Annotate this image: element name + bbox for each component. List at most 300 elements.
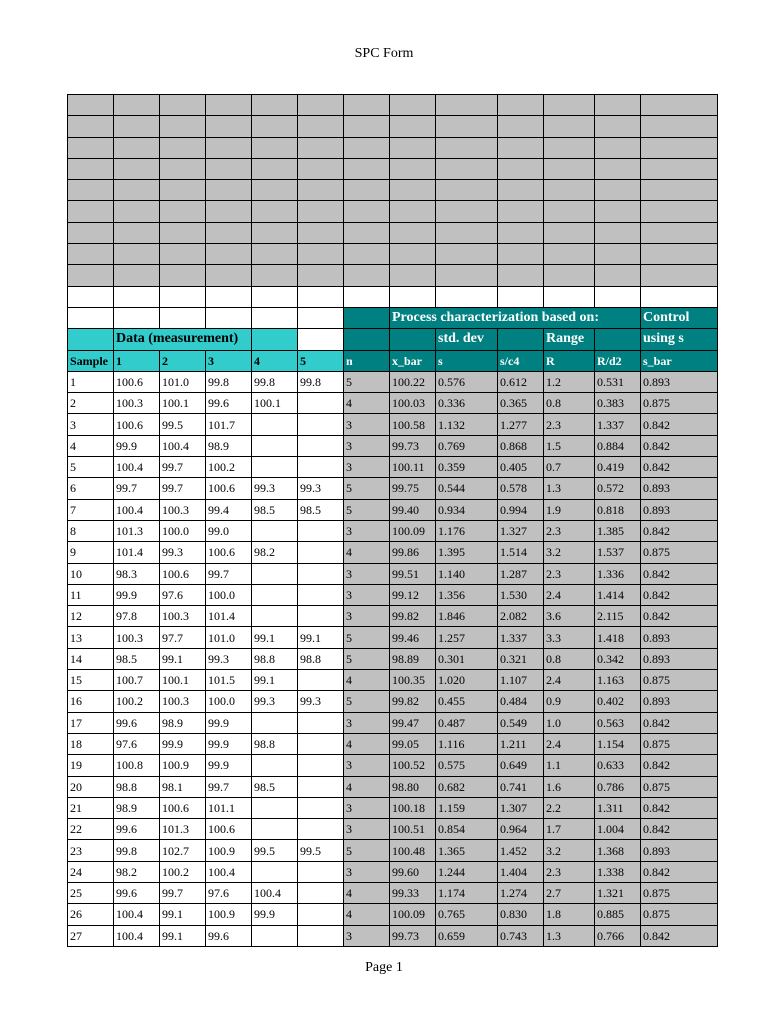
cell-n[interactable]: 3 xyxy=(344,819,390,840)
cell-x-bar[interactable]: 100.35 xyxy=(390,670,436,691)
cell-r[interactable]: 1.1 xyxy=(544,755,595,776)
cell-3[interactable]: 99.7 xyxy=(206,776,252,797)
cell-3[interactable]: 99.9 xyxy=(206,712,252,733)
cell-5[interactable] xyxy=(298,520,344,541)
cell-s[interactable]: 0.544 xyxy=(436,478,498,499)
cell[interactable] xyxy=(390,329,436,350)
cell-1[interactable]: 99.6 xyxy=(114,819,160,840)
cell[interactable] xyxy=(160,158,206,179)
cell-r-d2[interactable]: 0.572 xyxy=(595,478,641,499)
cell-r-d2[interactable]: 0.884 xyxy=(595,435,641,456)
cell[interactable] xyxy=(252,137,298,158)
cell-1[interactable]: 99.8 xyxy=(114,840,160,861)
cell-r-d2[interactable]: 0.383 xyxy=(595,393,641,414)
cell[interactable] xyxy=(160,307,206,328)
cell[interactable] xyxy=(436,286,498,307)
cell-1[interactable]: 98.9 xyxy=(114,797,160,818)
cell-n[interactable]: 3 xyxy=(344,797,390,818)
cell[interactable] xyxy=(114,137,160,158)
cell-s-c4[interactable]: 2.082 xyxy=(498,606,544,627)
cell-sample[interactable]: 18 xyxy=(68,733,114,754)
cell-2[interactable]: 100.1 xyxy=(160,393,206,414)
cell-s-c4[interactable]: 0.964 xyxy=(498,819,544,840)
cell-5[interactable] xyxy=(298,414,344,435)
cell[interactable] xyxy=(436,116,498,137)
cell-n[interactable]: 4 xyxy=(344,393,390,414)
cell-sample[interactable]: 6 xyxy=(68,478,114,499)
cell-s[interactable]: 0.336 xyxy=(436,393,498,414)
cell-r-d2[interactable]: 0.419 xyxy=(595,457,641,478)
cell[interactable] xyxy=(206,158,252,179)
cell-r-d2[interactable]: 1.537 xyxy=(595,542,641,563)
cell-s[interactable]: 1.395 xyxy=(436,542,498,563)
cell-2[interactable]: 102.7 xyxy=(160,840,206,861)
cell-4[interactable]: 99.8 xyxy=(252,371,298,392)
cell-4[interactable] xyxy=(252,584,298,605)
cell-2[interactable]: 98.9 xyxy=(160,712,206,733)
cell-4[interactable]: 98.5 xyxy=(252,499,298,520)
cell-s-c4[interactable]: 1.452 xyxy=(498,840,544,861)
cell[interactable] xyxy=(390,286,436,307)
cell-r[interactable]: 2.3 xyxy=(544,563,595,584)
cell[interactable] xyxy=(595,95,641,116)
cell-s-c4[interactable]: 1.514 xyxy=(498,542,544,563)
cell-s[interactable]: 1.257 xyxy=(436,627,498,648)
cell-4[interactable] xyxy=(252,861,298,882)
cell-4[interactable]: 99.1 xyxy=(252,627,298,648)
cell-x-bar[interactable]: 100.09 xyxy=(390,520,436,541)
cell-s[interactable]: 1.176 xyxy=(436,520,498,541)
cell-s[interactable]: 1.159 xyxy=(436,797,498,818)
cell-3[interactable]: 101.0 xyxy=(206,627,252,648)
cell-5[interactable] xyxy=(298,670,344,691)
cell[interactable] xyxy=(206,137,252,158)
cell-n[interactable]: 3 xyxy=(344,457,390,478)
cell[interactable] xyxy=(544,286,595,307)
cell[interactable] xyxy=(344,244,390,265)
cell-1[interactable]: 97.6 xyxy=(114,733,160,754)
cell-5[interactable]: 99.5 xyxy=(298,840,344,861)
cell-r[interactable]: 2.3 xyxy=(544,520,595,541)
cell-x-bar[interactable]: 99.47 xyxy=(390,712,436,733)
cell-sample[interactable]: 12 xyxy=(68,606,114,627)
cell[interactable] xyxy=(160,116,206,137)
cell-2[interactable]: 97.7 xyxy=(160,627,206,648)
cell-1[interactable]: 97.8 xyxy=(114,606,160,627)
cell-x-bar[interactable]: 99.82 xyxy=(390,691,436,712)
cell-s-bar[interactable]: 0.842 xyxy=(641,457,718,478)
cell-s[interactable]: 1.846 xyxy=(436,606,498,627)
cell-2[interactable]: 100.9 xyxy=(160,755,206,776)
cell-5[interactable] xyxy=(298,904,344,925)
cell[interactable] xyxy=(68,158,114,179)
cell-r-d2[interactable]: 1.163 xyxy=(595,670,641,691)
cell[interactable] xyxy=(252,95,298,116)
cell-3[interactable]: 101.5 xyxy=(206,670,252,691)
cell[interactable] xyxy=(595,329,641,350)
cell[interactable] xyxy=(390,244,436,265)
cell-sample[interactable]: 21 xyxy=(68,797,114,818)
cell-s-bar[interactable]: 0.893 xyxy=(641,691,718,712)
cell[interactable] xyxy=(344,329,390,350)
cell-4[interactable] xyxy=(252,520,298,541)
cell-r-d2[interactable]: 0.563 xyxy=(595,712,641,733)
cell[interactable] xyxy=(206,244,252,265)
cell-x-bar[interactable]: 99.86 xyxy=(390,542,436,563)
cell[interactable] xyxy=(595,222,641,243)
cell-n[interactable]: 4 xyxy=(344,733,390,754)
cell[interactable] xyxy=(498,244,544,265)
cell-r[interactable]: 0.7 xyxy=(544,457,595,478)
cell-5[interactable]: 99.1 xyxy=(298,627,344,648)
cell-5[interactable] xyxy=(298,457,344,478)
cell[interactable] xyxy=(160,180,206,201)
cell-s-c4[interactable]: 0.743 xyxy=(498,925,544,946)
cell-s[interactable]: 0.934 xyxy=(436,499,498,520)
cell-x-bar[interactable]: 99.73 xyxy=(390,925,436,946)
cell[interactable] xyxy=(544,180,595,201)
cell[interactable] xyxy=(160,95,206,116)
cell[interactable] xyxy=(68,222,114,243)
cell-n[interactable]: 3 xyxy=(344,925,390,946)
cell-sample[interactable]: 15 xyxy=(68,670,114,691)
cell-1[interactable]: 99.9 xyxy=(114,584,160,605)
cell-4[interactable]: 99.3 xyxy=(252,691,298,712)
cell[interactable] xyxy=(252,329,298,350)
cell-1[interactable]: 100.4 xyxy=(114,457,160,478)
cell-s[interactable]: 1.116 xyxy=(436,733,498,754)
cell-r[interactable]: 2.4 xyxy=(544,670,595,691)
cell-sample[interactable]: 26 xyxy=(68,904,114,925)
cell-r[interactable]: 0.8 xyxy=(544,648,595,669)
cell[interactable] xyxy=(252,265,298,286)
cell-r-d2[interactable]: 1.311 xyxy=(595,797,641,818)
cell-r-d2[interactable]: 1.337 xyxy=(595,414,641,435)
cell-1[interactable]: 100.6 xyxy=(114,414,160,435)
cell-r-d2[interactable]: 1.321 xyxy=(595,882,641,903)
cell[interactable] xyxy=(498,265,544,286)
cell-4[interactable]: 99.1 xyxy=(252,670,298,691)
cell-x-bar[interactable]: 98.80 xyxy=(390,776,436,797)
cell-s[interactable]: 1.365 xyxy=(436,840,498,861)
cell-2[interactable]: 98.1 xyxy=(160,776,206,797)
cell[interactable] xyxy=(595,137,641,158)
cell-s-bar[interactable]: 0.893 xyxy=(641,499,718,520)
cell-3[interactable]: 99.9 xyxy=(206,733,252,754)
cell-1[interactable]: 98.2 xyxy=(114,861,160,882)
cell-5[interactable] xyxy=(298,755,344,776)
cell[interactable] xyxy=(544,95,595,116)
cell[interactable] xyxy=(344,222,390,243)
cell-r-d2[interactable]: 1.368 xyxy=(595,840,641,861)
cell[interactable] xyxy=(298,222,344,243)
cell-s[interactable]: 1.132 xyxy=(436,414,498,435)
cell[interactable] xyxy=(641,244,718,265)
cell[interactable] xyxy=(344,201,390,222)
cell[interactable] xyxy=(641,222,718,243)
cell[interactable] xyxy=(68,116,114,137)
cell[interactable] xyxy=(160,222,206,243)
cell[interactable] xyxy=(68,307,114,328)
cell-x-bar[interactable]: 100.22 xyxy=(390,371,436,392)
cell-s-bar[interactable]: 0.842 xyxy=(641,414,718,435)
cell[interactable] xyxy=(68,95,114,116)
cell[interactable] xyxy=(595,201,641,222)
cell[interactable] xyxy=(544,222,595,243)
cell[interactable] xyxy=(595,265,641,286)
cell-s[interactable]: 0.487 xyxy=(436,712,498,733)
cell-4[interactable]: 98.2 xyxy=(252,542,298,563)
cell-3[interactable]: 100.6 xyxy=(206,542,252,563)
cell-x-bar[interactable]: 100.52 xyxy=(390,755,436,776)
cell-sample[interactable]: 2 xyxy=(68,393,114,414)
cell-s-bar[interactable]: 0.842 xyxy=(641,861,718,882)
cell-5[interactable]: 98.5 xyxy=(298,499,344,520)
cell-s-c4[interactable]: 1.327 xyxy=(498,520,544,541)
cell-3[interactable]: 100.0 xyxy=(206,584,252,605)
cell-n[interactable]: 4 xyxy=(344,776,390,797)
cell-4[interactable]: 98.8 xyxy=(252,733,298,754)
cell-n[interactable]: 4 xyxy=(344,670,390,691)
cell-s[interactable]: 0.575 xyxy=(436,755,498,776)
cell[interactable] xyxy=(252,222,298,243)
cell-1[interactable]: 101.4 xyxy=(114,542,160,563)
cell-2[interactable]: 99.3 xyxy=(160,542,206,563)
cell[interactable] xyxy=(544,201,595,222)
cell[interactable] xyxy=(252,116,298,137)
cell-s[interactable]: 0.301 xyxy=(436,648,498,669)
cell-s-bar[interactable]: 0.875 xyxy=(641,542,718,563)
cell[interactable] xyxy=(68,329,114,350)
cell-s[interactable]: 0.854 xyxy=(436,819,498,840)
cell[interactable] xyxy=(498,95,544,116)
cell-sample[interactable]: 22 xyxy=(68,819,114,840)
cell-s-c4[interactable]: 1.530 xyxy=(498,584,544,605)
cell-sample[interactable]: 20 xyxy=(68,776,114,797)
cell-5[interactable]: 99.3 xyxy=(298,478,344,499)
cell-3[interactable]: 98.9 xyxy=(206,435,252,456)
cell-s-bar[interactable]: 0.842 xyxy=(641,819,718,840)
cell-r-d2[interactable]: 0.342 xyxy=(595,648,641,669)
cell[interactable] xyxy=(436,95,498,116)
cell-s[interactable]: 0.765 xyxy=(436,904,498,925)
cell-sample[interactable]: 7 xyxy=(68,499,114,520)
cell-s-bar[interactable]: 0.893 xyxy=(641,627,718,648)
cell[interactable] xyxy=(298,329,344,350)
cell-s[interactable]: 0.576 xyxy=(436,371,498,392)
cell-1[interactable]: 100.2 xyxy=(114,691,160,712)
cell-s-bar[interactable]: 0.875 xyxy=(641,882,718,903)
cell[interactable] xyxy=(114,201,160,222)
cell[interactable] xyxy=(641,137,718,158)
cell-s-c4[interactable]: 0.994 xyxy=(498,499,544,520)
cell-s-bar[interactable]: 0.875 xyxy=(641,776,718,797)
cell-3[interactable]: 100.4 xyxy=(206,861,252,882)
cell[interactable] xyxy=(344,286,390,307)
cell-n[interactable]: 5 xyxy=(344,371,390,392)
cell-r-d2[interactable]: 0.531 xyxy=(595,371,641,392)
cell-5[interactable] xyxy=(298,542,344,563)
cell-3[interactable]: 100.6 xyxy=(206,819,252,840)
cell-s-bar[interactable]: 0.875 xyxy=(641,670,718,691)
cell[interactable] xyxy=(298,286,344,307)
cell[interactable] xyxy=(436,222,498,243)
cell[interactable] xyxy=(298,244,344,265)
cell-x-bar[interactable]: 99.12 xyxy=(390,584,436,605)
cell-2[interactable]: 99.7 xyxy=(160,478,206,499)
cell-n[interactable]: 3 xyxy=(344,435,390,456)
cell-2[interactable]: 101.3 xyxy=(160,819,206,840)
cell-n[interactable]: 5 xyxy=(344,627,390,648)
cell-r[interactable]: 1.9 xyxy=(544,499,595,520)
cell-3[interactable]: 100.9 xyxy=(206,840,252,861)
cell-s[interactable]: 1.244 xyxy=(436,861,498,882)
cell[interactable] xyxy=(498,201,544,222)
cell-s[interactable]: 1.020 xyxy=(436,670,498,691)
cell-x-bar[interactable]: 100.18 xyxy=(390,797,436,818)
cell-1[interactable]: 100.4 xyxy=(114,499,160,520)
cell[interactable] xyxy=(160,201,206,222)
cell[interactable] xyxy=(595,286,641,307)
cell-s-c4[interactable]: 1.337 xyxy=(498,627,544,648)
cell-r[interactable]: 1.2 xyxy=(544,371,595,392)
cell[interactable] xyxy=(641,265,718,286)
cell-s-bar[interactable]: 0.875 xyxy=(641,393,718,414)
cell[interactable] xyxy=(206,180,252,201)
cell-r-d2[interactable]: 1.418 xyxy=(595,627,641,648)
cell-2[interactable]: 100.6 xyxy=(160,797,206,818)
cell[interactable] xyxy=(68,201,114,222)
cell-r[interactable]: 1.3 xyxy=(544,925,595,946)
cell-4[interactable] xyxy=(252,435,298,456)
cell-4[interactable] xyxy=(252,563,298,584)
cell-3[interactable]: 100.0 xyxy=(206,691,252,712)
cell[interactable] xyxy=(114,158,160,179)
cell[interactable] xyxy=(390,158,436,179)
cell[interactable] xyxy=(344,180,390,201)
cell-5[interactable] xyxy=(298,606,344,627)
cell[interactable] xyxy=(390,116,436,137)
cell[interactable] xyxy=(114,180,160,201)
cell-r[interactable]: 0.9 xyxy=(544,691,595,712)
cell-2[interactable]: 99.1 xyxy=(160,648,206,669)
cell[interactable] xyxy=(544,158,595,179)
cell-s-bar[interactable]: 0.842 xyxy=(641,797,718,818)
cell-s-c4[interactable]: 0.868 xyxy=(498,435,544,456)
cell-3[interactable]: 99.0 xyxy=(206,520,252,541)
cell-4[interactable] xyxy=(252,457,298,478)
cell[interactable] xyxy=(436,265,498,286)
cell[interactable] xyxy=(641,116,718,137)
cell[interactable] xyxy=(114,95,160,116)
cell-4[interactable]: 98.5 xyxy=(252,776,298,797)
cell-s[interactable]: 0.359 xyxy=(436,457,498,478)
cell-sample[interactable]: 11 xyxy=(68,584,114,605)
cell-sample[interactable]: 24 xyxy=(68,861,114,882)
cell-sample[interactable]: 9 xyxy=(68,542,114,563)
cell-3[interactable]: 99.4 xyxy=(206,499,252,520)
cell-s-c4[interactable]: 0.578 xyxy=(498,478,544,499)
cell-x-bar[interactable]: 99.46 xyxy=(390,627,436,648)
cell-2[interactable]: 100.2 xyxy=(160,861,206,882)
cell[interactable] xyxy=(68,265,114,286)
cell[interactable] xyxy=(390,265,436,286)
cell[interactable] xyxy=(344,158,390,179)
cell-n[interactable]: 3 xyxy=(344,755,390,776)
cell-s-c4[interactable]: 1.211 xyxy=(498,733,544,754)
cell-n[interactable]: 3 xyxy=(344,861,390,882)
cell[interactable] xyxy=(544,244,595,265)
cell-3[interactable]: 99.7 xyxy=(206,563,252,584)
cell-2[interactable]: 100.0 xyxy=(160,520,206,541)
cell[interactable] xyxy=(252,286,298,307)
cell[interactable] xyxy=(160,244,206,265)
cell-x-bar[interactable]: 99.73 xyxy=(390,435,436,456)
cell[interactable] xyxy=(641,180,718,201)
cell[interactable] xyxy=(160,265,206,286)
cell[interactable] xyxy=(595,180,641,201)
cell-s-c4[interactable]: 1.107 xyxy=(498,670,544,691)
cell-sample[interactable]: 1 xyxy=(68,371,114,392)
cell-4[interactable] xyxy=(252,712,298,733)
cell-n[interactable]: 3 xyxy=(344,606,390,627)
cell-2[interactable]: 100.1 xyxy=(160,670,206,691)
cell-sample[interactable]: 8 xyxy=(68,520,114,541)
cell-s-c4[interactable]: 0.741 xyxy=(498,776,544,797)
cell-4[interactable] xyxy=(252,925,298,946)
cell-4[interactable]: 99.9 xyxy=(252,904,298,925)
cell-s-c4[interactable]: 0.649 xyxy=(498,755,544,776)
cell-x-bar[interactable]: 99.33 xyxy=(390,882,436,903)
cell[interactable] xyxy=(641,158,718,179)
cell-n[interactable]: 4 xyxy=(344,904,390,925)
cell-r[interactable]: 0.8 xyxy=(544,393,595,414)
cell-5[interactable] xyxy=(298,435,344,456)
cell-s-bar[interactable]: 0.893 xyxy=(641,478,718,499)
cell-r-d2[interactable]: 1.338 xyxy=(595,861,641,882)
cell[interactable] xyxy=(498,286,544,307)
cell-1[interactable]: 100.4 xyxy=(114,925,160,946)
cell-s-c4[interactable]: 1.287 xyxy=(498,563,544,584)
cell[interactable] xyxy=(252,180,298,201)
cell-n[interactable]: 5 xyxy=(344,499,390,520)
cell-x-bar[interactable]: 99.75 xyxy=(390,478,436,499)
cell-sample[interactable]: 14 xyxy=(68,648,114,669)
cell-r-d2[interactable]: 1.004 xyxy=(595,819,641,840)
cell[interactable] xyxy=(641,286,718,307)
cell-s-bar[interactable]: 0.893 xyxy=(641,371,718,392)
cell[interactable] xyxy=(498,158,544,179)
cell[interactable] xyxy=(206,201,252,222)
cell[interactable] xyxy=(252,201,298,222)
cell[interactable] xyxy=(498,180,544,201)
cell-s-c4[interactable]: 0.549 xyxy=(498,712,544,733)
cell[interactable] xyxy=(595,244,641,265)
cell-r-d2[interactable]: 0.402 xyxy=(595,691,641,712)
cell[interactable] xyxy=(436,158,498,179)
cell-s-bar[interactable]: 0.842 xyxy=(641,755,718,776)
cell[interactable] xyxy=(252,244,298,265)
cell[interactable] xyxy=(68,244,114,265)
cell-3[interactable]: 100.6 xyxy=(206,478,252,499)
cell-3[interactable]: 99.6 xyxy=(206,393,252,414)
cell-5[interactable]: 98.8 xyxy=(298,648,344,669)
cell-2[interactable]: 101.0 xyxy=(160,371,206,392)
cell-s[interactable]: 1.174 xyxy=(436,882,498,903)
cell-n[interactable]: 5 xyxy=(344,648,390,669)
cell-2[interactable]: 99.1 xyxy=(160,925,206,946)
cell-x-bar[interactable]: 99.05 xyxy=(390,733,436,754)
